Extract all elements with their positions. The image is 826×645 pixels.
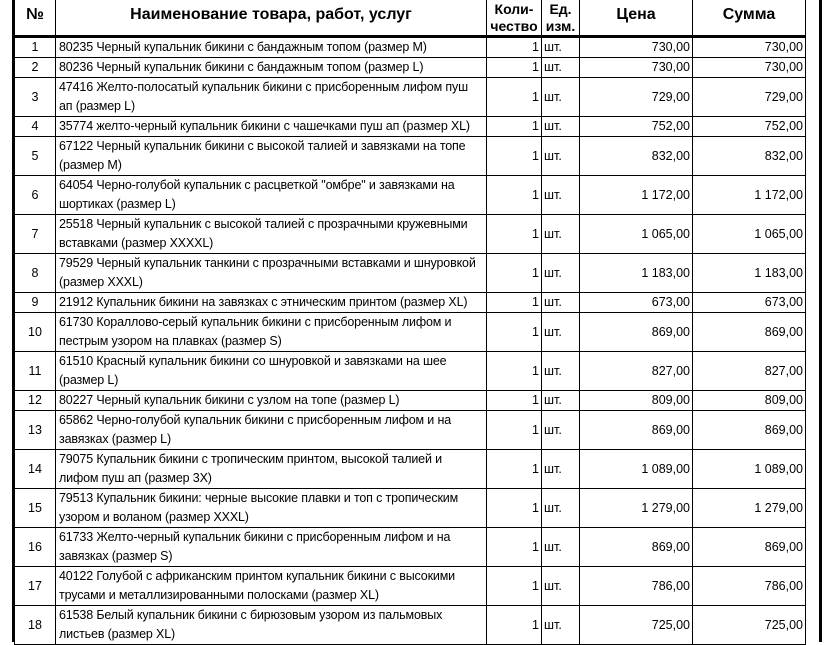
row-price: 869,00 <box>580 528 693 567</box>
row-sum: 1 279,00 <box>693 489 806 528</box>
row-sum: 725,00 <box>693 606 806 645</box>
table-row <box>15 606 806 645</box>
header-name: Наименование товара, работ, услуг <box>56 0 487 37</box>
table-row <box>15 215 806 254</box>
row-quantity: 1 <box>487 117 542 137</box>
header-unit-line1: Ед. <box>549 1 572 17</box>
row-item-name: 80235 Черный купальник бикини с бандажным топом (размер M) <box>56 37 487 58</box>
row-price: 809,00 <box>580 391 693 411</box>
row-price: 1 172,00 <box>580 176 693 215</box>
row-number: 10 <box>15 313 56 352</box>
table-header-row <box>15 0 806 37</box>
row-quantity: 1 <box>487 567 542 606</box>
header-sum: Сумма <box>693 0 806 37</box>
row-unit: шт. <box>542 176 580 215</box>
row-item-name: 61733 Желто-черный купальник бикини с присборенным лифом и на завязках (размер S) <box>56 528 487 567</box>
row-price: 869,00 <box>580 313 693 352</box>
row-item-name: 80236 Черный купальник бикини с бандажным топом (размер L) <box>56 58 487 78</box>
row-number: 1 <box>15 37 56 58</box>
row-quantity: 1 <box>487 58 542 78</box>
table-row <box>15 352 806 391</box>
row-unit: шт. <box>542 489 580 528</box>
row-sum: 1 065,00 <box>693 215 806 254</box>
row-price: 725,00 <box>580 606 693 645</box>
table-row <box>15 411 806 450</box>
header-quantity-line1: Коли- <box>494 1 534 17</box>
table-row <box>15 37 806 58</box>
header-price: Цена <box>580 0 693 37</box>
row-sum: 1 172,00 <box>693 176 806 215</box>
row-number: 8 <box>15 254 56 293</box>
row-quantity: 1 <box>487 176 542 215</box>
row-quantity: 1 <box>487 313 542 352</box>
table-row <box>15 58 806 78</box>
row-item-name: 65862 Черно-голубой купальник бикини с присборенным лифом и на завязках (размер L) <box>56 411 487 450</box>
row-quantity: 1 <box>487 78 542 117</box>
header-unit <box>542 0 580 37</box>
row-price: 1 183,00 <box>580 254 693 293</box>
row-unit: шт. <box>542 411 580 450</box>
header-quantity-line2: чество <box>490 18 538 34</box>
row-item-name: 79513 Купальник бикини: черные высокие плавки и топ с тропическим узором и воланом (размер XXXL) <box>56 489 487 528</box>
row-unit: шт. <box>542 117 580 137</box>
row-sum: 730,00 <box>693 58 806 78</box>
row-sum: 869,00 <box>693 313 806 352</box>
row-price: 827,00 <box>580 352 693 391</box>
row-quantity: 1 <box>487 450 542 489</box>
row-price: 730,00 <box>580 58 693 78</box>
row-sum: 827,00 <box>693 352 806 391</box>
row-quantity: 1 <box>487 37 542 58</box>
table-row <box>15 117 806 137</box>
row-price: 832,00 <box>580 137 693 176</box>
row-item-name: 35774 желто-черный купальник бикини с чашечками пуш ап (размер XL) <box>56 117 487 137</box>
row-quantity: 1 <box>487 606 542 645</box>
row-item-name: 47416 Желто-полосатый купальник бикини с присборенным лифом пуш ап (размер L) <box>56 78 487 117</box>
row-quantity: 1 <box>487 293 542 313</box>
table-row <box>15 489 806 528</box>
row-price: 786,00 <box>580 567 693 606</box>
row-price: 730,00 <box>580 37 693 58</box>
table-row <box>15 176 806 215</box>
row-unit: шт. <box>542 567 580 606</box>
row-unit: шт. <box>542 352 580 391</box>
row-unit: шт. <box>542 58 580 78</box>
row-number: 12 <box>15 391 56 411</box>
row-number: 15 <box>15 489 56 528</box>
row-number: 13 <box>15 411 56 450</box>
row-item-name: 25518 Черный купальник с высокой талией с прозрачными кружевными вставками (размер XXXXL) <box>56 215 487 254</box>
table-row <box>15 391 806 411</box>
table-row <box>15 254 806 293</box>
row-item-name: 80227 Черный купальник бикини с узлом на топе (размер L) <box>56 391 487 411</box>
row-item-name: 61730 Кораллово-серый купальник бикини с присборенным лифом и пестрым узором на плавках (размер S) <box>56 313 487 352</box>
invoice-sheet <box>14 0 806 645</box>
row-number: 7 <box>15 215 56 254</box>
row-unit: шт. <box>542 78 580 117</box>
row-price: 752,00 <box>580 117 693 137</box>
header-quantity <box>487 0 542 37</box>
row-sum: 869,00 <box>693 411 806 450</box>
row-unit: шт. <box>542 528 580 567</box>
row-unit: шт. <box>542 293 580 313</box>
row-number: 3 <box>15 78 56 117</box>
row-number: 11 <box>15 352 56 391</box>
row-price: 729,00 <box>580 78 693 117</box>
row-quantity: 1 <box>487 528 542 567</box>
row-item-name: 61510 Красный купальник бикини со шнуровкой и завязками на шее (размер L) <box>56 352 487 391</box>
row-unit: шт. <box>542 450 580 489</box>
row-quantity: 1 <box>487 489 542 528</box>
invoice-table <box>14 0 806 645</box>
row-sum: 1 183,00 <box>693 254 806 293</box>
row-price: 1 279,00 <box>580 489 693 528</box>
row-item-name: 64054 Черно-голубой купальник с расцветкой "омбре" и завязками на шортиках (размер L) <box>56 176 487 215</box>
row-unit: шт. <box>542 215 580 254</box>
row-sum: 730,00 <box>693 37 806 58</box>
row-sum: 832,00 <box>693 137 806 176</box>
row-item-name: 21912 Купальник бикини на завязках с этническим принтом (размер XL) <box>56 293 487 313</box>
row-sum: 1 089,00 <box>693 450 806 489</box>
row-sum: 786,00 <box>693 567 806 606</box>
row-price: 1 065,00 <box>580 215 693 254</box>
row-quantity: 1 <box>487 215 542 254</box>
row-quantity: 1 <box>487 411 542 450</box>
row-sum: 809,00 <box>693 391 806 411</box>
row-price: 1 089,00 <box>580 450 693 489</box>
table-row <box>15 293 806 313</box>
row-quantity: 1 <box>487 352 542 391</box>
row-item-name: 79075 Купальник бикини с тропическим принтом, высокой талией и лифом пуш ап (размер 3X) <box>56 450 487 489</box>
row-item-name: 67122 Черный купальник бикини с высокой талией и завязками на топе (размер M) <box>56 137 487 176</box>
row-unit: шт. <box>542 254 580 293</box>
row-number: 17 <box>15 567 56 606</box>
table-row <box>15 137 806 176</box>
row-number: 2 <box>15 58 56 78</box>
row-unit: шт. <box>542 391 580 411</box>
row-number: 4 <box>15 117 56 137</box>
header-number: № <box>15 0 56 37</box>
table-row <box>15 313 806 352</box>
row-quantity: 1 <box>487 137 542 176</box>
row-item-name: 40122 Голубой с африканским принтом купальник бикини с высокими трусами и металлизированными полосками (размер XL) <box>56 567 487 606</box>
row-sum: 729,00 <box>693 78 806 117</box>
row-unit: шт. <box>542 606 580 645</box>
row-item-name: 79529 Черный купальник танкини с прозрачными вставками и шнуровкой (размер XXXL) <box>56 254 487 293</box>
row-quantity: 1 <box>487 391 542 411</box>
row-quantity: 1 <box>487 254 542 293</box>
sheet-right-border <box>819 0 822 642</box>
row-sum: 752,00 <box>693 117 806 137</box>
row-sum: 673,00 <box>693 293 806 313</box>
row-unit: шт. <box>542 137 580 176</box>
row-number: 14 <box>15 450 56 489</box>
row-number: 9 <box>15 293 56 313</box>
row-item-name: 61538 Белый купальник бикини с бирюзовым узором из пальмовых листьев (размер XL) <box>56 606 487 645</box>
table-row <box>15 567 806 606</box>
row-sum: 869,00 <box>693 528 806 567</box>
row-number: 6 <box>15 176 56 215</box>
row-unit: шт. <box>542 313 580 352</box>
row-price: 673,00 <box>580 293 693 313</box>
header-unit-line2: изм. <box>545 18 576 34</box>
table-row <box>15 450 806 489</box>
row-number: 16 <box>15 528 56 567</box>
table-row <box>15 78 806 117</box>
row-price: 869,00 <box>580 411 693 450</box>
table-row <box>15 528 806 567</box>
row-number: 18 <box>15 606 56 645</box>
row-unit: шт. <box>542 37 580 58</box>
row-number: 5 <box>15 137 56 176</box>
